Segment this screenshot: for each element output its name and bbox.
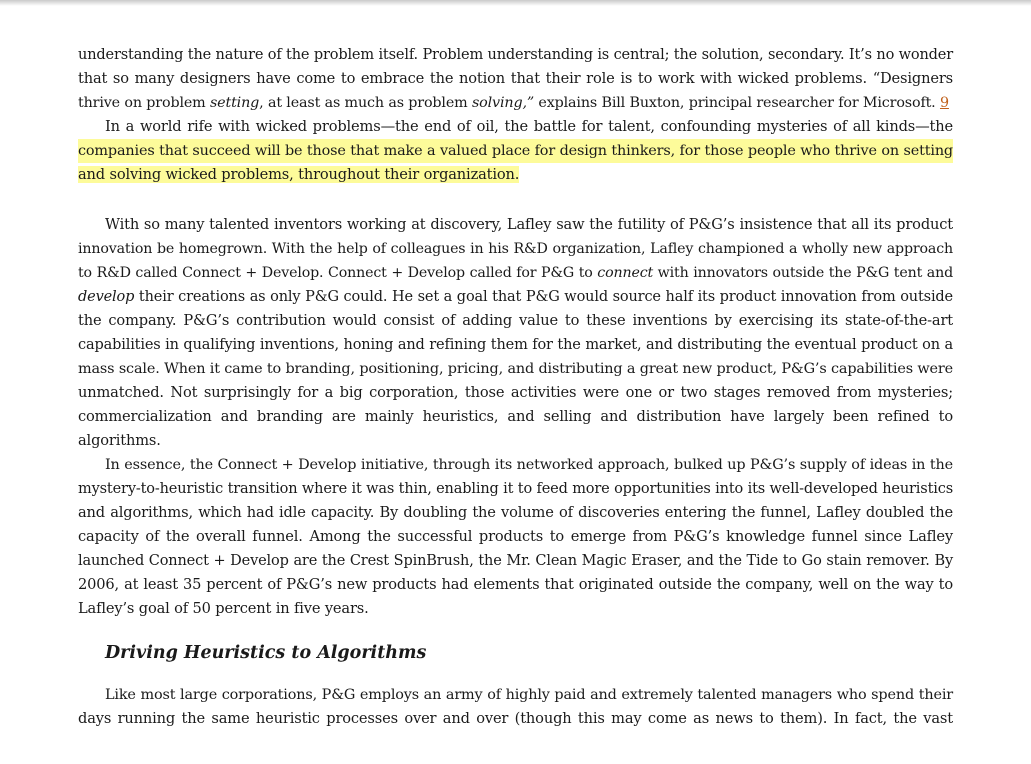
text-line: capacity of the overall funnel. Among the successful products to emerge from P&G’s knowledge funnel since Lafley	[78, 528, 953, 545]
text-line: With so many talented inventors working at discovery, Lafley saw the futility of P&G’s insistence that all its product	[105, 216, 953, 233]
text-line	[78, 285, 953, 309]
text-line: and algorithms, which had idle capacity. By doubling the volume of discoveries entering the funnel, Lafley doubled the	[78, 504, 953, 521]
emphasis-solving: solving,”	[471, 95, 534, 111]
book-page[interactable]	[78, 43, 953, 731]
text-line: capabilities in qualifying inventions, honing and refining them for the market, and distributing the eventual product on a	[78, 337, 953, 353]
text-run: , at least as much as problem	[259, 95, 472, 111]
paragraph-gap	[78, 187, 953, 211]
text-run: to R&D called Connect + Develop. Connect + Develop called for P&G to	[78, 265, 598, 281]
text-line: Like most large corporations, P&G employs an army of highly paid and extremely talented managers who spend their	[105, 687, 953, 703]
section-heading: Driving Heuristics to Algorithms	[105, 643, 427, 663]
highlighted-line: companies that succeed will be those that make a valued place for design thinkers, for those people who thrive on setting	[78, 139, 953, 163]
text-line: algorithms.	[78, 432, 161, 449]
text-line: Lafley’s goal of 50 percent in five years.	[78, 600, 369, 617]
text-line: mystery-to-heuristic transition where it was thin, enabling it to feed more opportunities into its well-developed heuristics	[78, 481, 953, 497]
text-run: with innovators outside the P&G tent and	[653, 265, 953, 281]
text-line: commercialization and branding are mainly heuristics, and selling and distribution have largely been refined to	[78, 408, 953, 425]
emphasis-connect: connect	[597, 265, 654, 281]
text-line: days running the same heuristic processes over and over (though this may come as news to them). In fact, the vast	[78, 710, 953, 727]
highlighted-line: In a world rife with wicked problems—the end of oil, the battle for talent, confounding mysteries of all kinds—the	[105, 118, 953, 135]
footnote-link[interactable]: 9	[939, 95, 949, 111]
text-line: In essence, the Connect + Develop initiative, through its networked approach, bulked up P&G’s supply of ideas in the	[105, 457, 953, 473]
highlighted-paragraph[interactable]	[78, 115, 953, 187]
text-line: the company. P&G’s contribution would consist of adding value to these inventions by exercising its state-of-the-art	[78, 312, 953, 329]
paragraph-connect-develop	[78, 213, 953, 453]
text-line: mass scale. When it came to branding, positioning, pricing, and distributing a great new product, P&G’s capabilities were	[78, 361, 953, 377]
paragraph-essence	[78, 453, 953, 621]
emphasis-setting: setting	[209, 95, 260, 111]
text-line: understanding the nature of the problem itself. Problem understanding is central; the solution, secondary. It’s no wonder	[78, 47, 953, 63]
text-line	[78, 91, 953, 115]
text-line: innovation be homegrown. With the help of colleagues in his R&D organization, Lafley championed a wholly new approach	[78, 241, 953, 257]
text-line	[78, 261, 953, 285]
text-run: their creations as only P&G could. He set a goal that P&G would source half its product innovation from outside	[134, 289, 953, 305]
text-line: 2006, at least 35 percent of P&G’s new products had elements that originated outside the company, well on the way to	[78, 576, 953, 593]
text-line: launched Connect + Develop are the Crest SpinBrush, the Mr. Clean Magic Eraser, and the Tide to Go stain remover. By	[78, 553, 953, 569]
window-top-shadow	[0, 0, 1031, 6]
text-line: that so many designers have come to embrace the notion that their role is to work with wicked problems. “Designers	[78, 70, 953, 87]
text-line: unmatched. Not surprisingly for a big corporation, those activities were one or two stages removed from mysteries;	[78, 384, 953, 401]
intro-paragraph	[78, 43, 953, 115]
text-run: thrive on problem	[78, 95, 210, 111]
highlighted-text: and solving wicked problems, throughout their organization.	[78, 166, 520, 183]
text-run: explains Bill Buxton, principal researcher for Microsoft.	[534, 95, 940, 111]
highlighted-line-last	[78, 163, 953, 187]
emphasis-develop: develop	[78, 289, 135, 305]
paragraph-heuristics	[78, 683, 953, 731]
